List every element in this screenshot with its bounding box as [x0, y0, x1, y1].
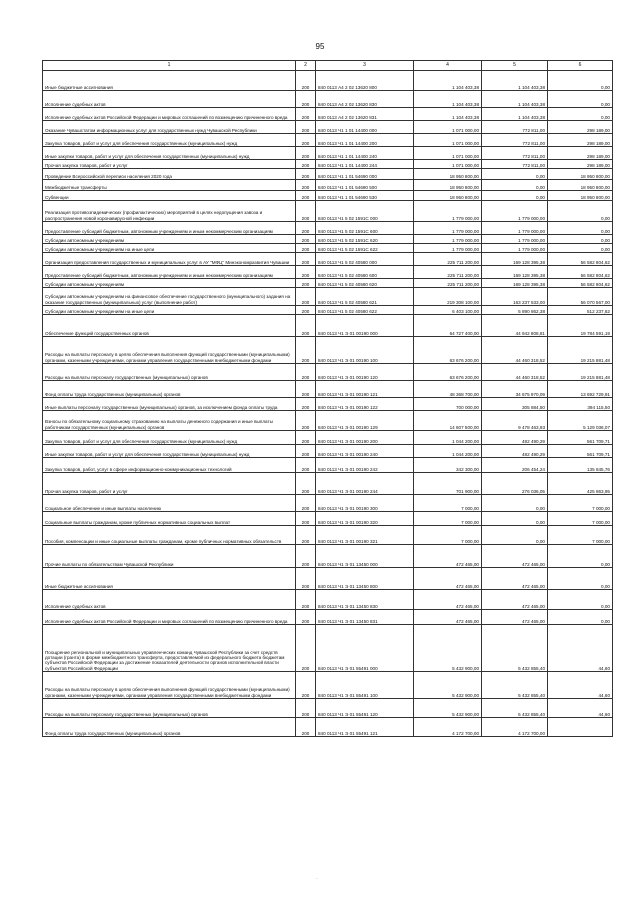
row-planned-cell: 63 676 200,00	[414, 364, 482, 381]
table-row	[43, 445, 613, 458]
row-name-cell: Реализация противоэпидемических (профилактических) мероприятий в целях недопущения завоза и распространения новой коронавирусной инфекции	[43, 201, 296, 222]
row-code-cell: 840 0113 Ч1 5 02 40580 622	[316, 306, 414, 315]
row-code-cell: 840 0113 Ч1 1 01 14400 240	[316, 147, 414, 160]
row-grbs-cell: 200	[296, 411, 316, 431]
row-rest-cell: 18 950 800,00	[548, 169, 613, 180]
row-executed-cell: 0,00	[482, 512, 548, 526]
row-name-cell: Социальные выплаты гражданам, кроме публичных нормативных социальных выплат	[43, 512, 296, 526]
row-code-cell: 840 0113 Ч1 Э 01 13450 800	[316, 568, 414, 590]
row-grbs-cell: 200	[296, 134, 316, 147]
row-executed-cell: 482 490,29	[482, 445, 548, 458]
row-planned-cell: 1 104 403,38	[414, 91, 482, 108]
row-grbs-cell: 200	[296, 191, 316, 201]
row-name-cell: Взносы по обязательному социальному страхованию на выплаты денежного содержания и иные выплаты работникам государственных (муниципальных) органов	[43, 411, 296, 431]
scan-mark: ·	[316, 876, 318, 882]
row-grbs-cell: 200	[296, 568, 316, 590]
row-code-cell: 840 0113 Ч1 1 01 14400 244	[316, 160, 414, 169]
row-planned-cell: 14 607 500,00	[414, 411, 482, 431]
table-row	[43, 381, 613, 398]
row-executed-cell: 1 104 403,38	[482, 108, 548, 121]
row-planned-cell: 4 172 700,00	[414, 718, 482, 737]
row-rest-cell: 512 237,62	[548, 306, 613, 315]
row-name-cell: Иные закупки товаров, работ и услуг для обеспечения государственных (муниципальных) нужд	[43, 445, 296, 458]
row-grbs-cell: 200	[296, 672, 316, 699]
row-grbs-cell: 200	[296, 71, 316, 91]
row-planned-cell: 18 950 800,00	[414, 180, 482, 191]
row-grbs-cell: 200	[296, 147, 316, 160]
row-code-cell: 840 0113 Ч1 Э 01 00190 000	[316, 315, 414, 337]
row-grbs-cell: 200	[296, 108, 316, 121]
row-name-cell: Иные бюджетные ассигнования	[43, 71, 296, 91]
table-row	[43, 201, 613, 222]
row-executed-cell: 0,00	[482, 526, 548, 545]
column-number-row	[43, 61, 613, 71]
table-row	[43, 545, 613, 568]
table-row	[43, 625, 613, 672]
row-code-cell: 840 0113 Ч1 Э 01 00190 100	[316, 337, 414, 364]
row-code-cell: 840 0113 Ч1 Э 01 55491 100	[316, 672, 414, 699]
row-code-cell: 840 0113 Ч1 5 02 40580 620	[316, 279, 414, 288]
column-header-1: 1	[43, 61, 296, 71]
row-name-cell: Закупка товаров, работ и услуг для обеспечения государственных (муниципальных) нужд	[43, 431, 296, 445]
row-executed-cell: 1 779 000,00	[482, 201, 548, 222]
table-row	[43, 590, 613, 610]
table-row	[43, 169, 613, 180]
row-name-cell: Предоставление субсидий бюджетным, автономным учреждениям и иным некоммерческим организациям	[43, 266, 296, 279]
row-grbs-cell: 200	[296, 180, 316, 191]
row-planned-cell: 225 711 200,00	[414, 253, 482, 266]
table-row	[43, 610, 613, 625]
row-planned-cell: 701 900,00	[414, 473, 482, 495]
row-rest-cell: 298 189,00	[548, 160, 613, 169]
row-grbs-cell: 200	[296, 445, 316, 458]
row-code-cell: 840 0113 Ч1 5 02 1591С 600	[316, 222, 414, 235]
row-grbs-cell: 200	[296, 545, 316, 568]
row-name-cell: Межбюджетные трансферты	[43, 180, 296, 191]
row-name-cell: Прочая закупка товаров, работ и услуг	[43, 160, 296, 169]
row-code-cell: 840 0113 Ч1 Э 01 00190 240	[316, 445, 414, 458]
table-row	[43, 672, 613, 699]
row-rest-cell: 298 189,00	[548, 147, 613, 160]
row-planned-cell: 1 779 000,00	[414, 222, 482, 235]
row-planned-cell: 472 465,00	[414, 610, 482, 625]
row-rest-cell: 13 692 729,91	[548, 381, 613, 398]
row-planned-cell: 700 000,00	[414, 398, 482, 411]
table-row	[43, 235, 613, 244]
row-rest-cell: 19 215 881,48	[548, 364, 613, 381]
table-row	[43, 222, 613, 235]
row-code-cell: 840 0113 Ч1 Э 01 00190 321	[316, 526, 414, 545]
row-planned-cell: 1 071 000,00	[414, 134, 482, 147]
column-header-3: 3	[316, 61, 414, 71]
row-executed-cell: 472 465,00	[482, 610, 548, 625]
row-rest-cell	[548, 718, 613, 737]
row-planned-cell: 1 104 403,38	[414, 108, 482, 121]
row-planned-cell: 5 432 900,00	[414, 699, 482, 718]
row-planned-cell: 225 711 200,00	[414, 279, 482, 288]
row-executed-cell: 0,00	[482, 191, 548, 201]
row-name-cell: Закупка товаров, работ, услуг в сфере информационно-коммуникационных технологий	[43, 458, 296, 473]
row-code-cell: 840 0113 Ч1 Э 01 55491 120	[316, 699, 414, 718]
row-grbs-cell: 200	[296, 279, 316, 288]
row-name-cell: Оказание Чувашстатом информационных услуг для государственных нужд Чувашской Республики	[43, 121, 296, 134]
table-row	[43, 306, 613, 315]
row-rest-cell: 0,00	[548, 71, 613, 91]
table-row	[43, 512, 613, 526]
row-name-cell: Прочие выплаты по обязательствам Чувашской Республики	[43, 545, 296, 568]
row-name-cell: Исполнение судебных актов Российской Федерации и мировых соглашений по возмещению причиненного вреда	[43, 108, 296, 121]
row-code-cell: 840 0113 А4 2 02 13620 800	[316, 71, 414, 91]
row-code-cell: 840 0113 Ч1 5 02 40580 000	[316, 253, 414, 266]
row-name-cell: Фонд оплаты труда государственных (муниципальных) органов	[43, 381, 296, 398]
row-executed-cell: 4 172 700,00	[482, 718, 548, 737]
table-row	[43, 279, 613, 288]
table-row	[43, 411, 613, 431]
row-name-cell: Расходы на выплаты персоналу в целях обеспечения выполнения функций государственными (муниципальными) органами, казенными учреждениями, органами управления государственными внебюджетными фондами	[43, 672, 296, 699]
row-executed-cell: 472 465,00	[482, 590, 548, 610]
row-executed-cell: 5 890 862,38	[482, 306, 548, 315]
row-planned-cell: 1 779 000,00	[414, 235, 482, 244]
table-row	[43, 160, 613, 169]
row-grbs-cell: 200	[296, 458, 316, 473]
row-executed-cell: 276 036,05	[482, 473, 548, 495]
row-planned-cell: 1 044 200,00	[414, 431, 482, 445]
row-grbs-cell: 200	[296, 266, 316, 279]
row-planned-cell: 18 950 800,00	[414, 169, 482, 180]
row-code-cell: 840 0113 Ч1 Э 01 00190 300	[316, 495, 414, 512]
row-rest-cell: 298 189,00	[548, 121, 613, 134]
row-rest-cell: 44,60	[548, 699, 613, 718]
row-rest-cell: 0,00	[548, 235, 613, 244]
row-executed-cell: 44 460 318,52	[482, 337, 548, 364]
row-executed-cell: 206 454,24	[482, 458, 548, 473]
row-rest-cell: 0,00	[548, 91, 613, 108]
row-planned-cell: 18 950 800,00	[414, 191, 482, 201]
row-code-cell: 840 0113 Ч1 Э 01 00190 320	[316, 512, 414, 526]
row-grbs-cell: 200	[296, 160, 316, 169]
row-executed-cell: 44 942 808,81	[482, 315, 548, 337]
row-planned-cell: 472 465,00	[414, 590, 482, 610]
row-rest-cell: 0,00	[548, 108, 613, 121]
row-name-cell: Субсидии автономным учреждениям	[43, 235, 296, 244]
row-name-cell: Субвенции	[43, 191, 296, 201]
row-grbs-cell: 200	[296, 121, 316, 134]
row-executed-cell: 44 460 318,52	[482, 364, 548, 381]
row-code-cell: 840 0113 Ч1 Э 01 00190 242	[316, 458, 414, 473]
row-grbs-cell: 200	[296, 398, 316, 411]
row-grbs-cell: 200	[296, 337, 316, 364]
row-executed-cell: 169 128 395,38	[482, 253, 548, 266]
row-grbs-cell: 200	[296, 625, 316, 672]
row-rest-cell: 18 950 800,00	[548, 191, 613, 201]
table-row	[43, 431, 613, 445]
row-executed-cell: 1 779 000,00	[482, 244, 548, 253]
row-name-cell: Исполнение судебных актов	[43, 91, 296, 108]
row-rest-cell: 5 129 036,07	[548, 411, 613, 431]
row-executed-cell: 305 884,50	[482, 398, 548, 411]
row-rest-cell: 56 582 804,62	[548, 279, 613, 288]
row-planned-cell: 1 044 200,00	[414, 445, 482, 458]
row-name-cell: Субсидии автономным учреждениям на финансовое обеспечение государственного (муниципального) задания на оказание государственных (муниципальных) услуг (выполнение работ)	[43, 288, 296, 306]
row-code-cell: 840 0113 Ч1 Э 01 55491 121	[316, 718, 414, 737]
row-executed-cell: 0,00	[482, 180, 548, 191]
table-row	[43, 191, 613, 201]
row-name-cell: Поощрение региональной и муниципальных управленческих команд Чувашской Республики за счет средств дотации (гранта) в форме межбюджетного трансферта, предоставляемой из федерального бюджета бюджетам субъектов Российской Федерации за достижение показателей деятельности органов исполнительной власти субъектов Российской Федерации	[43, 625, 296, 672]
row-executed-cell: 0,00	[482, 169, 548, 180]
table-row	[43, 568, 613, 590]
table-row	[43, 108, 613, 121]
row-grbs-cell: 200	[296, 610, 316, 625]
row-code-cell: 840 0113 Ч1 Э 01 13450 831	[316, 610, 414, 625]
row-planned-cell: 472 465,00	[414, 545, 482, 568]
row-rest-cell: 0,00	[548, 568, 613, 590]
row-grbs-cell: 200	[296, 288, 316, 306]
row-grbs-cell: 200	[296, 526, 316, 545]
row-grbs-cell: 200	[296, 512, 316, 526]
row-code-cell: 840 0113 Ч1 5 02 40580 621	[316, 288, 414, 306]
row-grbs-cell: 200	[296, 91, 316, 108]
row-grbs-cell: 200	[296, 201, 316, 222]
row-executed-cell: 1 104 403,38	[482, 71, 548, 91]
row-executed-cell: 472 465,00	[482, 545, 548, 568]
table-row	[43, 364, 613, 381]
row-code-cell: 840 0113 Ч1 5 02 40580 600	[316, 266, 414, 279]
row-code-cell: 840 0113 Ч1 Э 01 13450 000	[316, 545, 414, 568]
row-executed-cell: 163 237 533,00	[482, 288, 548, 306]
row-rest-cell: 19 784 591,19	[548, 315, 613, 337]
row-planned-cell: 7 000,00	[414, 526, 482, 545]
table-row	[43, 526, 613, 545]
row-grbs-cell: 200	[296, 315, 316, 337]
table-row	[43, 253, 613, 266]
column-header-4: 4	[414, 61, 482, 71]
row-code-cell: 840 0113 Ч1 5 02 1591С 620	[316, 235, 414, 244]
row-code-cell: 840 0113 Ч1 Э 01 00190 200	[316, 431, 414, 445]
row-planned-cell: 1 071 000,00	[414, 160, 482, 169]
table-row	[43, 266, 613, 279]
row-rest-cell: 44,60	[548, 672, 613, 699]
row-executed-cell: 1 779 000,00	[482, 222, 548, 235]
row-name-cell: Расходы на выплаты персоналу государственных (муниципальных) органов	[43, 699, 296, 718]
row-planned-cell: 1 779 000,00	[414, 244, 482, 253]
row-executed-cell: 169 128 395,38	[482, 266, 548, 279]
row-planned-cell: 63 676 200,00	[414, 337, 482, 364]
table-row	[43, 495, 613, 512]
row-rest-cell: 18 950 800,00	[548, 180, 613, 191]
row-executed-cell: 472 465,00	[482, 568, 548, 590]
row-executed-cell: 0,00	[482, 495, 548, 512]
row-grbs-cell: 200	[296, 495, 316, 512]
row-name-cell: Предоставление субсидий бюджетным, автономным учреждениям и иным некоммерческим организациям	[43, 222, 296, 235]
table-row	[43, 134, 613, 147]
row-name-cell: Социальное обеспечение и иные выплаты населению	[43, 495, 296, 512]
row-rest-cell: 19 215 881,48	[548, 337, 613, 364]
row-name-cell: Иные выплаты персоналу государственных (муниципальных) органов, за исключением фонда оплаты труда	[43, 398, 296, 411]
table-row	[43, 71, 613, 91]
row-planned-cell: 48 368 700,00	[414, 381, 482, 398]
row-name-cell: Иные бюджетные ассигнования	[43, 568, 296, 590]
row-planned-cell: 342 300,00	[414, 458, 482, 473]
row-planned-cell: 64 727 400,00	[414, 315, 482, 337]
row-planned-cell: 6 403 100,00	[414, 306, 482, 315]
row-name-cell: Субсидии автономным учреждениям на иные цели	[43, 306, 296, 315]
table-row	[43, 718, 613, 737]
row-executed-cell: 1 779 000,00	[482, 235, 548, 244]
row-code-cell: 840 0113 Ч1 Э 01 00190 120	[316, 364, 414, 381]
row-code-cell: 840 0113 Ч1 5 02 1591С 622	[316, 244, 414, 253]
row-code-cell: 840 0113 Ч1 5 02 1591С 000	[316, 201, 414, 222]
row-planned-cell: 1 071 000,00	[414, 147, 482, 160]
row-name-cell: Исполнение судебных актов Российской Федерации и мировых соглашений по возмещению причиненного вреда	[43, 610, 296, 625]
row-code-cell: 840 0113 Ч1 Э 01 00190 122	[316, 398, 414, 411]
row-executed-cell: 772 811,00	[482, 160, 548, 169]
row-code-cell: 840 0113 Ч1 1 01 54690 530	[316, 191, 414, 201]
row-name-cell: Закупка товаров, работ и услуг для обеспечения государственных (муниципальных) нужд	[43, 134, 296, 147]
row-rest-cell: 44,60	[548, 625, 613, 672]
row-planned-cell: 5 432 900,00	[414, 672, 482, 699]
row-planned-cell: 1 071 000,00	[414, 121, 482, 134]
table-row	[43, 244, 613, 253]
row-executed-cell: 9 478 463,93	[482, 411, 548, 431]
row-grbs-cell: 200	[296, 473, 316, 495]
row-code-cell: 840 0113 Ч1 Э 01 00190 129	[316, 411, 414, 431]
table-row	[43, 315, 613, 337]
row-name-cell: Исполнение судебных актов	[43, 590, 296, 610]
column-header-6: 6	[548, 61, 613, 71]
row-executed-cell: 772 811,00	[482, 121, 548, 134]
row-code-cell: 840 0113 Ч1 Э 01 00190 244	[316, 473, 414, 495]
row-code-cell: 840 0113 Ч1 Э 01 55491 000	[316, 625, 414, 672]
table-row	[43, 91, 613, 108]
row-name-cell: Расходы на выплаты персоналу в целях обеспечения выполнения функций государственными (муниципальными) органами, казенными учреждениями, органами управления государственными внебюджетными фондами	[43, 337, 296, 364]
row-executed-cell: 1 104 403,38	[482, 91, 548, 108]
row-code-cell: 840 0113 Ч1 1 01 54690 500	[316, 180, 414, 191]
row-code-cell: 840 0113 Ч1 1 01 14400 200	[316, 134, 414, 147]
row-grbs-cell: 200	[296, 699, 316, 718]
row-grbs-cell: 200	[296, 169, 316, 180]
row-planned-cell: 1 104 403,38	[414, 71, 482, 91]
row-grbs-cell: 200	[296, 253, 316, 266]
row-rest-cell: 56 582 804,62	[548, 266, 613, 279]
row-grbs-cell: 200	[296, 235, 316, 244]
row-rest-cell: 0,00	[548, 244, 613, 253]
row-rest-cell: 56 070 567,00	[548, 288, 613, 306]
row-code-cell: 840 0113 Ч1 1 01 14400 000	[316, 121, 414, 134]
row-grbs-cell: 200	[296, 590, 316, 610]
row-name-cell: Расходы на выплаты персоналу государственных (муниципальных) органов	[43, 364, 296, 381]
row-rest-cell: 7 000,00	[548, 512, 613, 526]
row-executed-cell: 482 490,29	[482, 431, 548, 445]
row-rest-cell: 0,00	[548, 610, 613, 625]
table-row	[43, 699, 613, 718]
row-planned-cell: 1 779 000,00	[414, 201, 482, 222]
row-rest-cell: 0,00	[548, 222, 613, 235]
table-row	[43, 180, 613, 191]
row-executed-cell: 772 811,00	[482, 134, 548, 147]
row-rest-cell: 7 000,00	[548, 526, 613, 545]
row-name-cell: Субсидии автономным учреждениям на иные цели	[43, 244, 296, 253]
table-row	[43, 458, 613, 473]
row-rest-cell: 561 709,71	[548, 431, 613, 445]
row-planned-cell: 472 465,00	[414, 568, 482, 590]
row-grbs-cell: 200	[296, 364, 316, 381]
row-planned-cell: 7 000,00	[414, 495, 482, 512]
page-number: 95	[315, 42, 325, 51]
table-row	[43, 473, 613, 495]
row-rest-cell: 135 845,76	[548, 458, 613, 473]
table-row	[43, 121, 613, 134]
row-rest-cell: 7 000,00	[548, 495, 613, 512]
row-executed-cell: 34 675 970,09	[482, 381, 548, 398]
row-grbs-cell: 200	[296, 244, 316, 253]
row-name-cell: Проведение Всероссийской переписи населения 2020 года	[43, 169, 296, 180]
row-code-cell: 840 0113 Ч1 Э 01 13450 830	[316, 590, 414, 610]
row-code-cell: 840 0113 А4 2 02 13620 830	[316, 91, 414, 108]
row-rest-cell: 0,00	[548, 590, 613, 610]
row-rest-cell: 561 709,71	[548, 445, 613, 458]
row-rest-cell: 298 189,00	[548, 134, 613, 147]
row-code-cell: 840 0113 А4 2 02 13620 831	[316, 108, 414, 121]
column-header-2: 2	[296, 61, 316, 71]
row-planned-cell: 225 711 200,00	[414, 266, 482, 279]
row-executed-cell: 5 432 855,40	[482, 625, 548, 672]
row-name-cell: Прочая закупка товаров, работ и услуг	[43, 473, 296, 495]
row-executed-cell: 772 811,00	[482, 147, 548, 160]
row-grbs-cell: 200	[296, 222, 316, 235]
table-row	[43, 288, 613, 306]
column-header-5: 5	[482, 61, 548, 71]
row-name-cell: Организация предоставления государственных и муниципальных услуг в АУ "МФЦ" Минэкономразвития Чувашии	[43, 253, 296, 266]
row-name-cell: Субсидии автономным учреждениям	[43, 279, 296, 288]
table-row	[43, 337, 613, 364]
row-name-cell: Иные закупки товаров, работ и услуг для обеспечения государственных (муниципальных) нужд	[43, 147, 296, 160]
row-rest-cell: 394 115,50	[548, 398, 613, 411]
row-code-cell: 840 0113 Ч1 Э 01 00190 121	[316, 381, 414, 398]
row-executed-cell: 5 432 855,40	[482, 699, 548, 718]
row-grbs-cell: 200	[296, 306, 316, 315]
row-rest-cell: 56 582 804,62	[548, 253, 613, 266]
row-planned-cell: 5 432 900,00	[414, 625, 482, 672]
row-grbs-cell: 200	[296, 718, 316, 737]
row-code-cell: 840 0113 Ч1 1 01 54690 000	[316, 169, 414, 180]
row-planned-cell: 219 308 100,00	[414, 288, 482, 306]
row-planned-cell: 7 000,00	[414, 512, 482, 526]
row-executed-cell: 5 432 855,40	[482, 672, 548, 699]
table-row	[43, 398, 613, 411]
row-name-cell: Пособия, компенсации и иные социальные выплаты гражданам, кроме публичных нормативных обязательств	[43, 526, 296, 545]
row-rest-cell: 0,00	[548, 201, 613, 222]
row-rest-cell: 425 863,95	[548, 473, 613, 495]
row-grbs-cell: 200	[296, 381, 316, 398]
row-rest-cell: 0,00	[548, 545, 613, 568]
table-row	[43, 147, 613, 160]
row-grbs-cell: 200	[296, 431, 316, 445]
row-executed-cell: 169 128 395,38	[482, 279, 548, 288]
row-name-cell: Обеспечение функций государственных органов	[43, 315, 296, 337]
budget-execution-table	[42, 60, 613, 737]
row-name-cell: Фонд оплаты труда государственных (муниципальных) органов	[43, 718, 296, 737]
